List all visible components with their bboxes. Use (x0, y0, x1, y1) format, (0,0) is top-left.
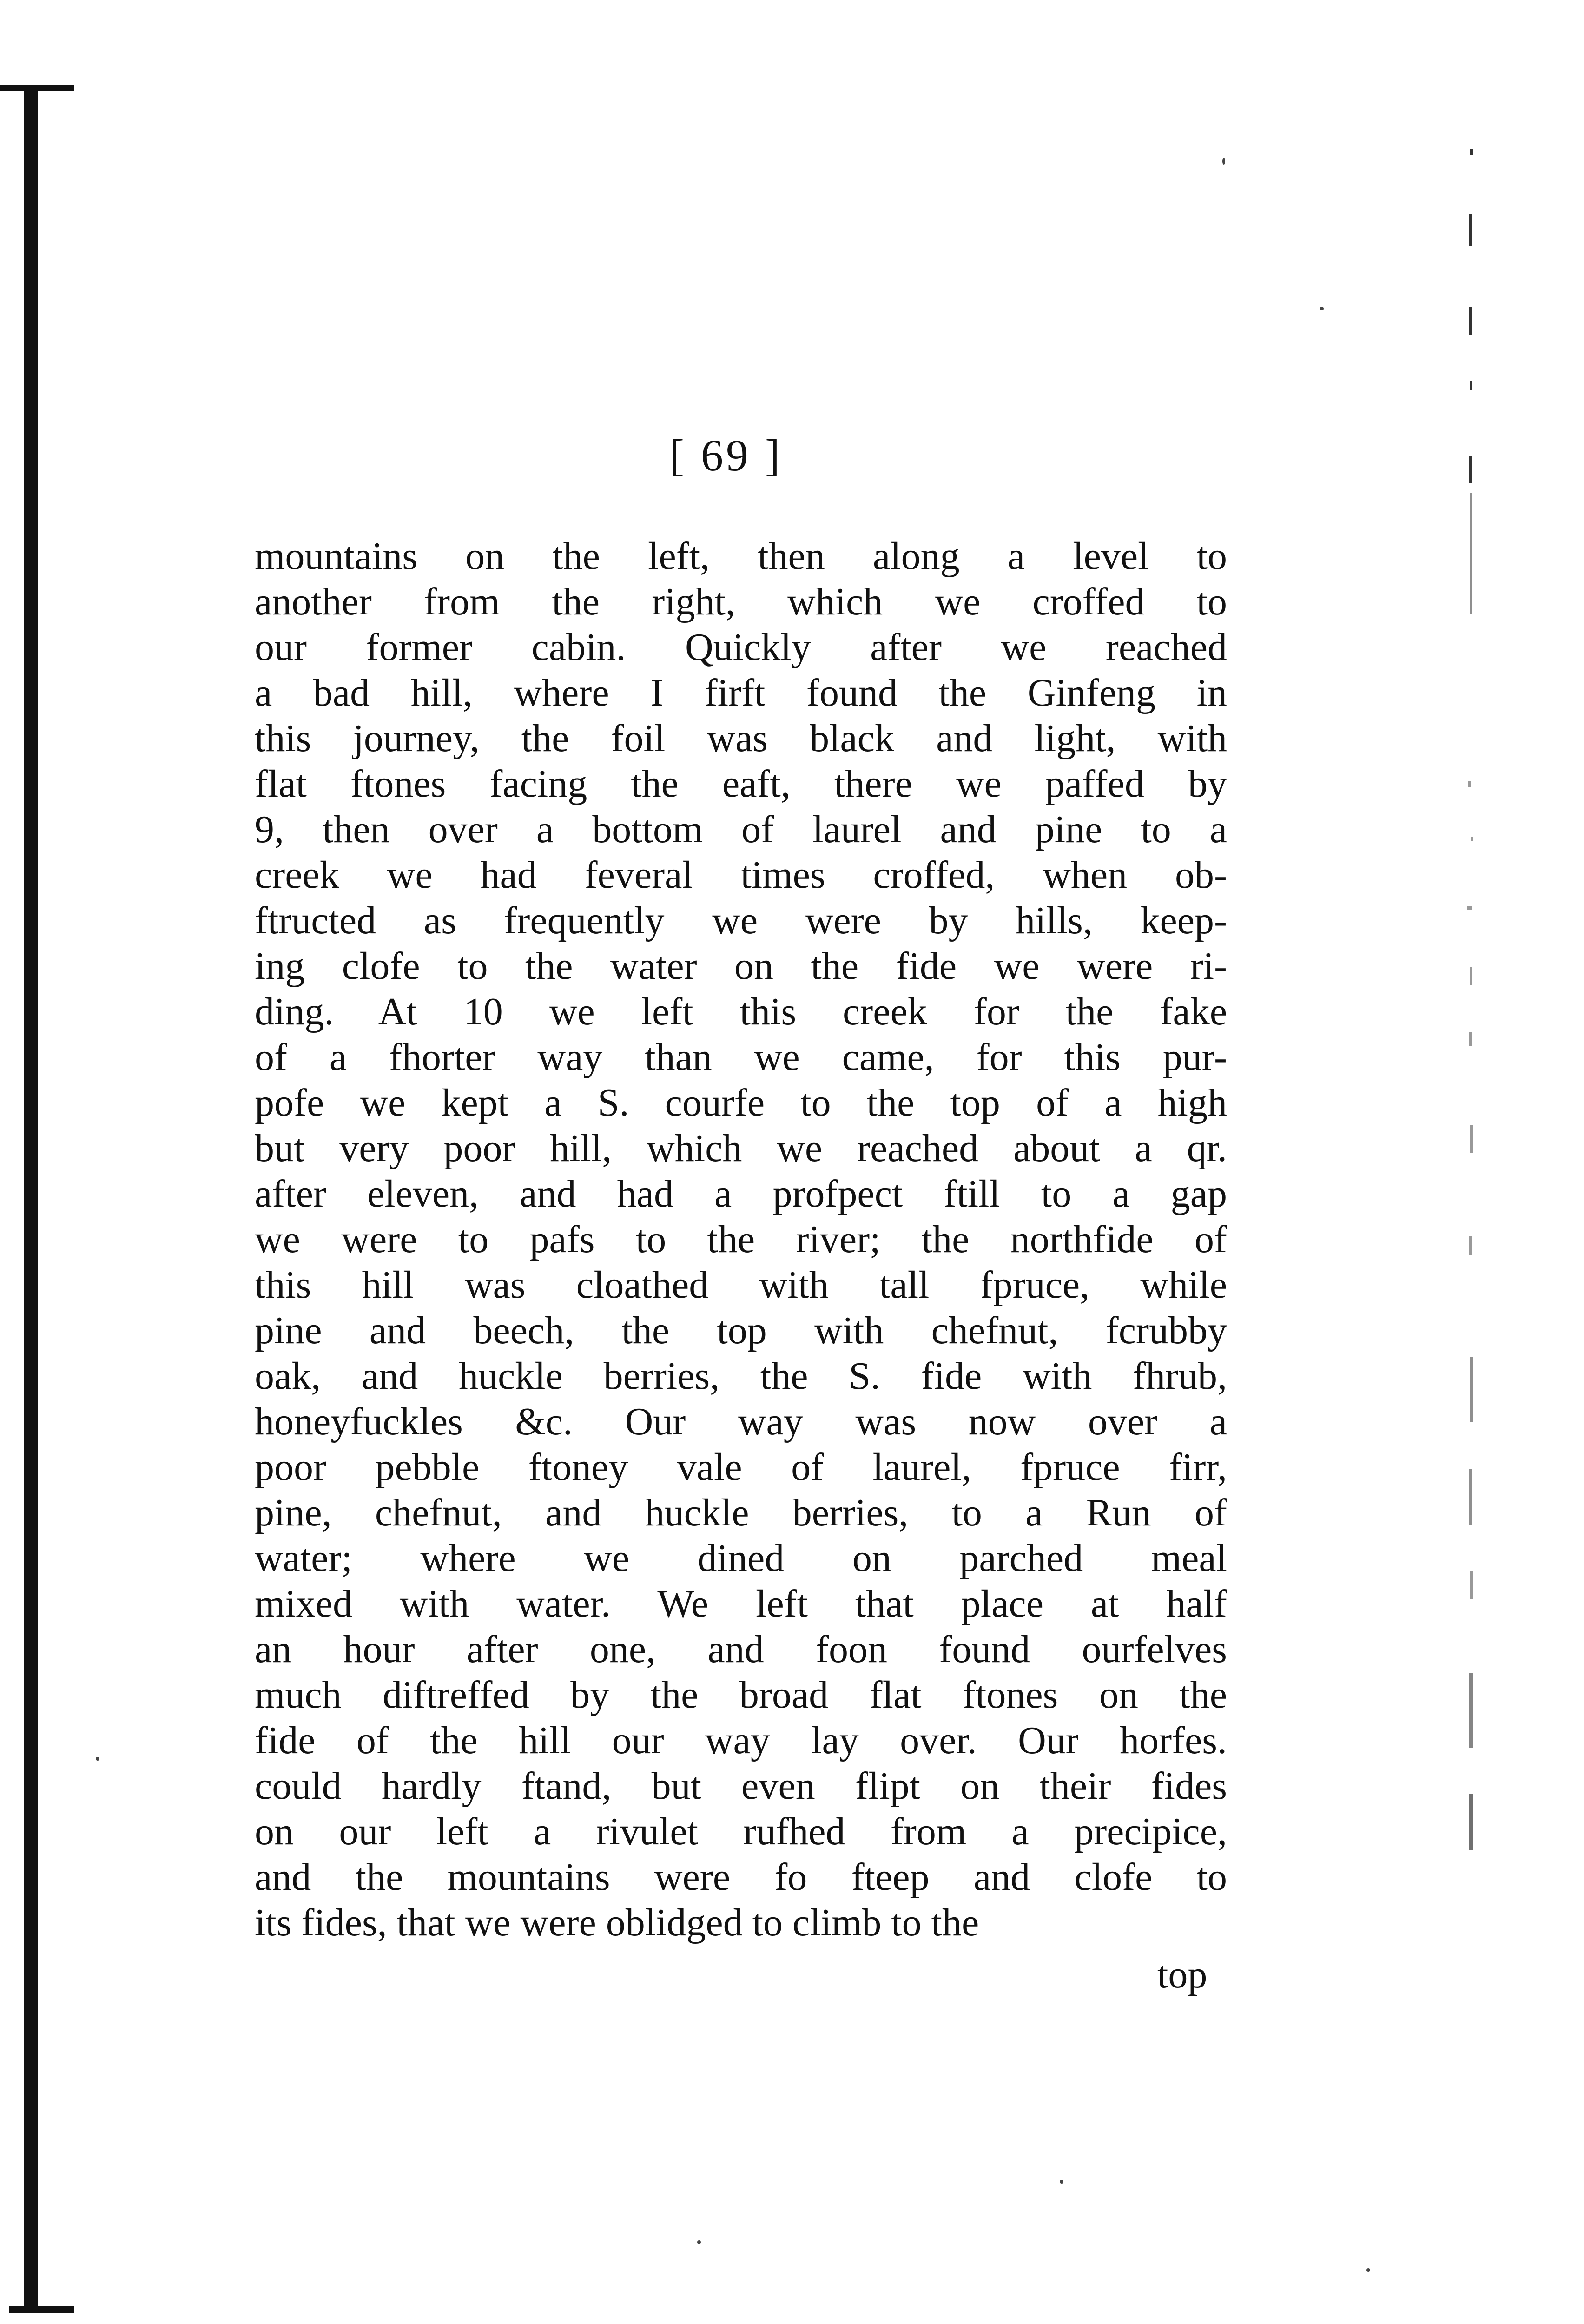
text-line: water; where we dined on parched meal (255, 1537, 1227, 1580)
body-text (255, 534, 1227, 1946)
text-line: honeyfuckles &c. Our way was now over a (255, 1400, 1227, 1443)
text-line: flat ftones facing the eaft, there we paffed by (255, 762, 1227, 805)
text-line: we were to pafs to the river; the northfide of (255, 1218, 1227, 1261)
scan-speck (697, 2240, 701, 2244)
scan-speck (1060, 2180, 1063, 2184)
text-line: another from the right, which we croffed to (255, 580, 1227, 623)
text-line: our former cabin. Quickly after we reached (255, 626, 1227, 669)
text-line: mixed with water. We left that place at half (255, 1582, 1227, 1625)
text-line: this hill was cloathed with tall fpruce, while (255, 1263, 1227, 1307)
text-line: pine, chefnut, and huckle berries, to a Run of (255, 1491, 1227, 1534)
text-line: poor pebble ftoney vale of laurel, fpruce firr, (255, 1446, 1227, 1489)
text-line: pine and beech, the top with chefnut, fcrubby (255, 1309, 1227, 1352)
text-line: fide of the hill our way lay over. Our horfes. (255, 1719, 1227, 1762)
text-line: and the mountains were fo fteep and clofe to (255, 1855, 1227, 1899)
text-line: pofe we kept a S. courfe to the top of a high (255, 1081, 1227, 1124)
text-line: an hour after one, and foon found ourfelves (255, 1628, 1227, 1671)
text-line: oak, and huckle berries, the S. fide with fhrub, (255, 1354, 1227, 1398)
text-line: ding. At 10 we left this creek for the fake (255, 990, 1227, 1033)
scan-speck (1320, 307, 1324, 310)
text-line: mountains on the left, then along a level to (255, 535, 1227, 578)
text-line: ftructed as frequently we were by hills, keep- (255, 899, 1227, 942)
page-number: [ 69 ] (669, 430, 783, 480)
text-line: a bad hill, where I firft found the Ginfeng in (255, 671, 1227, 714)
text-line: ing clofe to the water on the fide we were ri- (255, 944, 1227, 988)
text-line: creek we had feveral times croffed, when ob- (255, 853, 1227, 897)
text-line: after eleven, and had a profpect ftill to a gap (255, 1172, 1227, 1215)
scan-speck (1366, 2268, 1370, 2272)
text-line: could hardly ftand, but even flipt on their fides (255, 1764, 1227, 1808)
text-line: much diftreffed by the broad flat ftones on the (255, 1673, 1227, 1717)
text-line: 9, then over a bottom of laurel and pine to a (255, 808, 1227, 851)
text-line: but very poor hill, which we reached about a qr. (255, 1127, 1227, 1170)
text-line: its fides, that we were oblidged to climb to the (255, 1901, 979, 1944)
page-edge-marks (1464, 139, 1501, 1859)
binding-rule-bottom (9, 2306, 74, 2313)
text-line: on our left a rivulet rufhed from a precipice, (255, 1810, 1227, 1853)
text-line: of a fhorter way than we came, for this pur- (255, 1036, 1227, 1079)
text-line: this journey, the foil was black and light, with (255, 717, 1227, 760)
scan-speck (96, 1757, 99, 1761)
catchword: top (1157, 1953, 1208, 1996)
scan-speck (1222, 158, 1225, 165)
binding-rule (24, 88, 38, 2310)
